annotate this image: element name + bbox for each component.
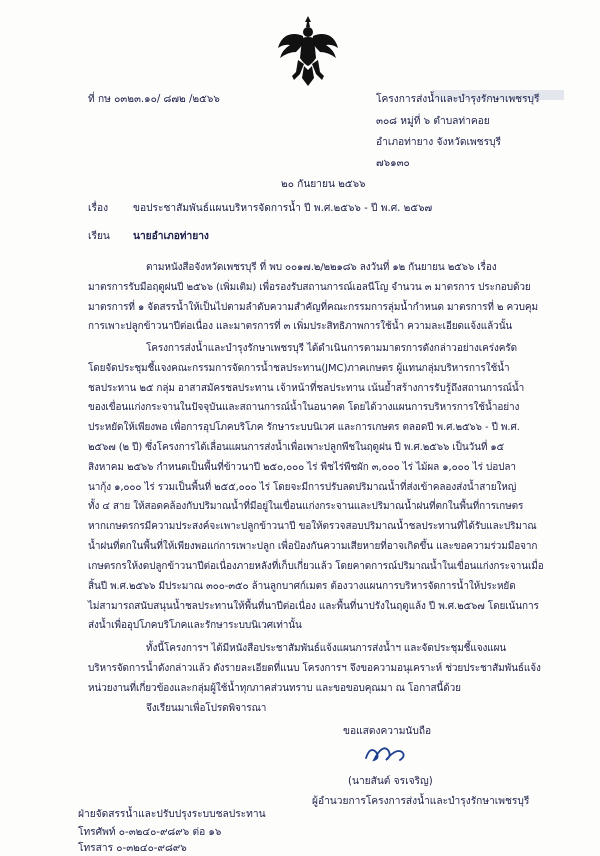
subject-text: ขอประชาสัมพันธ์แผนบริหารจัดการน้ำ ปี พ.ศ.๒๕๖๖ - ปี พ.ศ. ๒๕๖๗ bbox=[133, 203, 433, 214]
body-line: น้ำฝนที่ตกในพื้นที่ให้เพียงพอแก่การเพาะปลูก เพื่อป้องกันความเสียหายที่อาจเกิดขึ้น และขอความร่วมมือจาก bbox=[88, 541, 538, 552]
body-line: มาตรการที่ ๑ จัดสรรน้ำให้เป็นไปตามลำดับความสำคัญที่คณะกรรมการลุ่มน้ำกำหนด มาตรการที่ ๒ ควบคุม bbox=[88, 302, 538, 313]
body-line: สิงหาคม ๒๕๖๖ กำหนดเป็นพื้นที่ข้าวนาปี ๒๕๐,๐๐๐ ไร่ พืชไร่พืชผัก ๓,๐๐๐ ไร่ ไม้ผล ๑,๐๐๐ ไร่ บ่อปลา bbox=[88, 462, 516, 473]
body-line: ตามหนังสือจังหวัดเพชรบุรี ที่ พบ ๐๐๑๗.๒/๒๒๑๘๖ ลงวันที่ ๑๒ กันยายน ๒๕๖๖ เรื่อง bbox=[146, 262, 497, 273]
footer-department: ฝ่ายจัดสรรน้ำและปรับปรุงระบบชลประทาน bbox=[78, 809, 266, 820]
garuda-emblem-icon bbox=[276, 14, 340, 88]
body-line: ประหยัดให้เพียงพอ เพื่อการอุปโภคบริโภค รักษาระบบนิเวศ และการเกษตร ตลอดปี พ.ศ.๒๕๖๖ - ปี พ.ศ. bbox=[88, 422, 520, 433]
body-line: ของเขื่อนแก่งกระจานในปัจจุบันและสถานการณ์น้ำในอนาคต โดยได้วางแผนการบริหารการใช้น้ำอย่าง bbox=[88, 402, 520, 413]
body-line: นากุ้ง ๑,๐๐๐ ไร่ รวมเป็นพื้นที่ ๒๕๕,๐๐๐ ไร่ โดยจะมีการปรับลดปริมาณน้ำที่ส่งเข้าคลองส่งน้ำสายใหญ่ bbox=[88, 482, 517, 493]
body-line: หากเกษตรกรมีความประสงค์จะเพาะปลูกข้าวนาปี ขอให้ตรวจสอบปริมาณน้ำชลประทานที่ได้รับและปริมาณ bbox=[88, 521, 537, 532]
letter-date: ๒๐ กันยายน ๒๕๖๖ bbox=[281, 179, 366, 190]
body-line: โครงการส่งน้ำและบำรุงรักษาเพชรบุรี ได้ดำเนินการตามมาตรการดังกล่าวอย่างเคร่งครัด bbox=[146, 343, 518, 354]
addressee-label: เรียน bbox=[88, 231, 110, 242]
body-line: หน่วยงานที่เกี่ยวข้องและกลุ่มผู้ใช้น้ำทุกภาคส่วนทราบ และขอขอบคุณมา ณ โอกาสนี้ด้วย bbox=[88, 683, 461, 694]
footer-phone: โทรศัพท์ ๐-๓๒๔๐-๙๘๙๖ ต่อ ๑๖ bbox=[78, 827, 222, 838]
body-line: ๒๕๖๗ (๒ ปี) ซึ่งโครงการได้เลื่อนแผนการส่งน้ำเพื่อเพาะปลูกพืชในฤดูฝน ปี พ.ศ.๒๕๖๖ เป็นวันที่ ๑๕ bbox=[88, 442, 505, 453]
body-line: การเพาะปลูกข้าวนาปีต่อเนื่อง และมาตรการที่ ๓ เพิ่มประสิทธิภาพการใช้น้ำ ความละเอียดแจ้งแล้วนั้น bbox=[88, 321, 513, 332]
footer-fax: โทรสาร ๐-๓๒๔๐-๙๘๙๖ bbox=[78, 843, 187, 854]
office-address-line2: อำเภอท่ายาง จังหวัดเพชรบุรี bbox=[376, 137, 502, 148]
body-line: โดยจัดประชุมชี้แจงคณะกรรมการจัดการน้ำชลประทาน(JMC)ภาคเกษตร ผู้แทนกลุ่มบริหารการใช้น้ำ bbox=[88, 363, 510, 374]
postal-code: ๗๖๑๓๐ bbox=[376, 158, 410, 169]
office-name: โครงการส่งน้ำและบำรุงรักษาเพชรบุรี bbox=[376, 94, 540, 105]
office-address-line1: ๓๐๘ หมู่ที่ ๖ ตำบลท่าคอย bbox=[376, 116, 490, 127]
body-line: ไม่สามารถสนับสนุนน้ำชลประทานให้พื้นที่นาปีต่อเนื่อง และพื้นที่นาปรังในฤดูแล้ง ปี พ.ศ.๒๕๖๗ โดยเน้นการ bbox=[88, 601, 539, 612]
subject-label: เรื่อง bbox=[88, 203, 109, 214]
body-line: ส่งน้ำเพื่ออุปโภคบริโภคและรักษาระบบนิเวศเท่านั้น bbox=[88, 620, 302, 631]
closing-regards: ขอแสดงความนับถือ bbox=[343, 726, 432, 737]
signer-name: (นายสันต์ จรเจริญ) bbox=[348, 776, 433, 787]
body-line: สิ้นปี พ.ศ.๒๕๖๖ มีประมาณ ๓๐๐-๓๕๐ ล้านลูกบาศก์เมตร ต้องวางแผนการบริหารจัดการน้ำให้ประหยัด bbox=[88, 581, 516, 592]
addressee-text: นายอำเภอท่ายาง bbox=[133, 231, 209, 242]
body-line: มาตรการรับมือฤดูฝนปี ๒๕๖๖ (เพิ่มเติม) เพื่อรองรับสถานการณ์เอลนีโญ จำนวน ๓ มาตรการ ประกอบด้วย bbox=[88, 282, 531, 293]
body-line: ชลประทาน ๒๕ กลุ่ม อาสาสมัครชลประทาน เจ้าหน้าที่ชลประทาน เน้นย้ำสร้างการรับรู้ถึงสถานการณ์น้ำ bbox=[88, 383, 525, 394]
body-line: บริหารจัดการน้ำดังกล่าวแล้ว ดังรายละเอียดที่แนบ โครงการฯ จึงขอความอนุเคราะห์ ช่วยประชาสัมพันธ์แจ้ง bbox=[88, 663, 541, 674]
body-line: จึงเรียนมาเพื่อโปรดพิจารณา bbox=[146, 703, 267, 714]
body-line: ทั้ง ๔ สาย ให้สอดคล้องกับปริมาณน้ำที่มีอยู่ในเขื่อนแก่งกระจานและปริมาณน้ำฝนที่ตกในพื้นที่การเกษตร bbox=[88, 501, 524, 512]
body-line: เกษตรกรให้งดปลูกข้าวนาปีต่อเนื่องภายหลังที่เก็บเกี่ยวแล้ว โดยคาดการณ์ปริมาณน้ำในเขื่อนแก่งกระจานเมื่อ bbox=[88, 561, 544, 572]
handwritten-signature-icon bbox=[362, 740, 408, 766]
reference-number: ที่ กษ ๐๓๒๓.๑๐/ ๘๗๒ /๒๕๖๖ bbox=[88, 94, 220, 105]
body-line: ทั้งนี้โครงการฯ ได้มีหนังสือประชาสัมพันธ์แจ้งแผนการส่งน้ำฯ และจัดประชุมชี้แจงแผน bbox=[146, 643, 507, 654]
signer-title: ผู้อำนวยการโครงการส่งน้ำและบำรุงรักษาเพชรบุรี bbox=[312, 796, 530, 807]
